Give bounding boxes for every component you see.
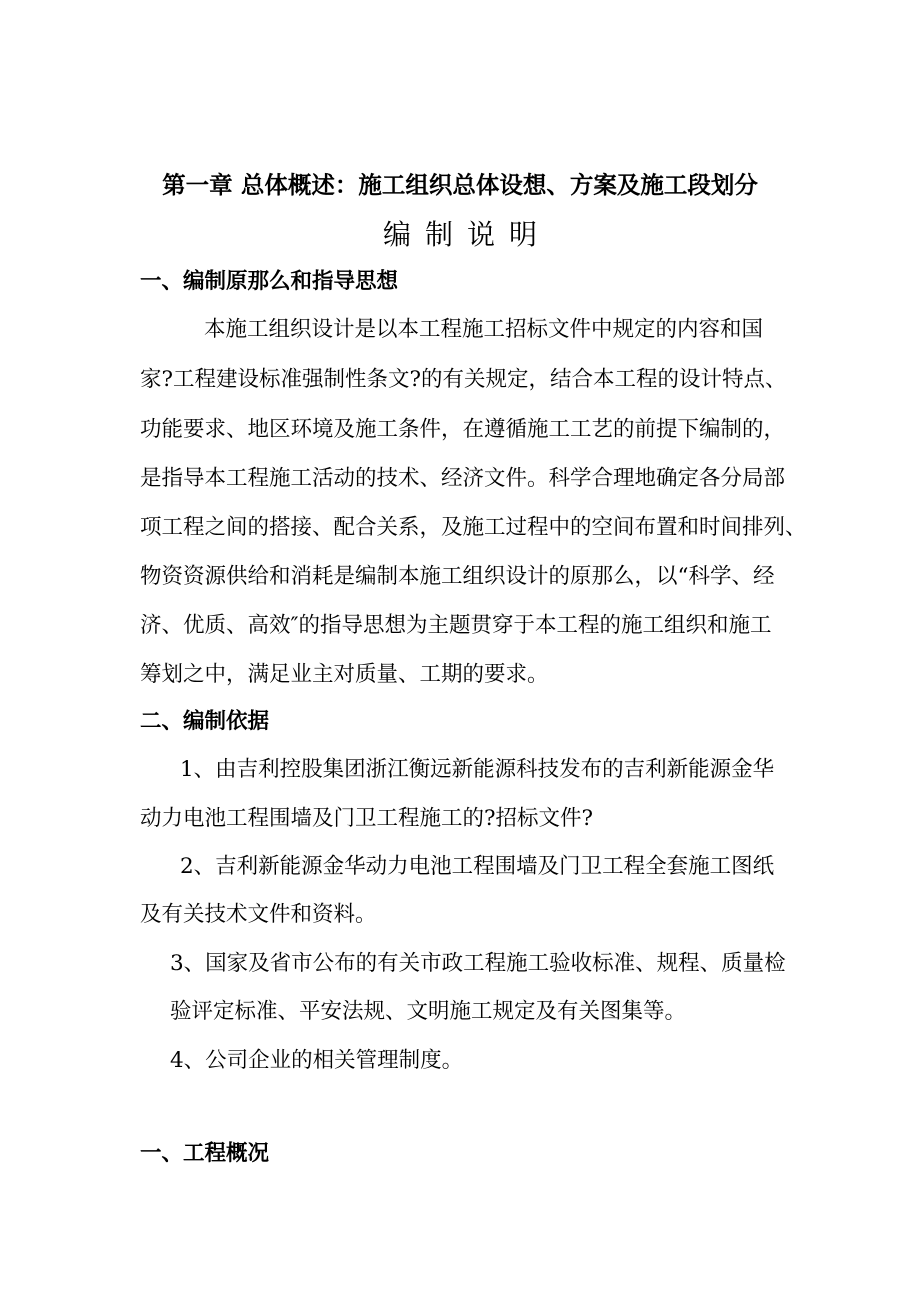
basis-item-line: 验评定标准、平安法规、文明施工规定及有关图集等。 — [170, 999, 687, 1024]
basis-item-line: 1、由吉利控股集团浙江衡远新能源科技发布的吉利新能源金华 — [180, 757, 775, 782]
paragraph-line: 是指导本工程施工活动的技术、经济文件。科学合理地确定各分局部 — [140, 466, 786, 491]
document-subtitle: 编制说明 — [382, 218, 551, 251]
basis-item-line: 及有关技术文件和资料。 — [140, 902, 377, 927]
paragraph-line: 筹划之中，满足业主对质量、工期的要求。 — [140, 662, 549, 687]
basis-item-line: 3、国家及省市公布的有关市政工程施工验收标准、规程、质量检 — [170, 951, 786, 976]
paragraph-line: 物资资源供给和消耗是编制本施工组织设计的原那么，以“科学、经 — [140, 564, 775, 589]
paragraph-line: 家?工程建设标准强制性条文?的有关规定，结合本工程的设计特点、 — [140, 367, 787, 392]
paragraph-line: 本施工组织设计是以本工程施工招标文件中规定的内容和国 — [204, 317, 764, 342]
section-heading-principles: 一、编制原那么和指导思想 — [140, 269, 399, 294]
section-heading-overview: 一、工程概况 — [140, 1141, 270, 1166]
paragraph-line: 项工程之间的搭接、配合关系，及施工过程中的空间布置和时间排列、 — [140, 515, 807, 540]
chapter-title: 第一章 总体概述：施工组织总体设想、方案及施工段划分 — [162, 171, 758, 199]
section-heading-basis: 二、编制依据 — [140, 709, 270, 734]
paragraph-line: 功能要求、地区环境及施工条件，在遵循施工工艺的前提下编制的， — [140, 417, 786, 442]
basis-item-line: 动力电池工程围墙及门卫工程施工的?招标文件? — [140, 806, 594, 831]
basis-item-line: 2、吉利新能源金华动力电池工程围墙及门卫工程全套施工图纸 — [180, 854, 775, 879]
paragraph-line: 济、优质、高效″的指导思想为主题贯穿于本工程的施工组织和施工 — [140, 613, 772, 638]
basis-item-line: 4、公司企业的相关管理制度。 — [170, 1048, 464, 1073]
